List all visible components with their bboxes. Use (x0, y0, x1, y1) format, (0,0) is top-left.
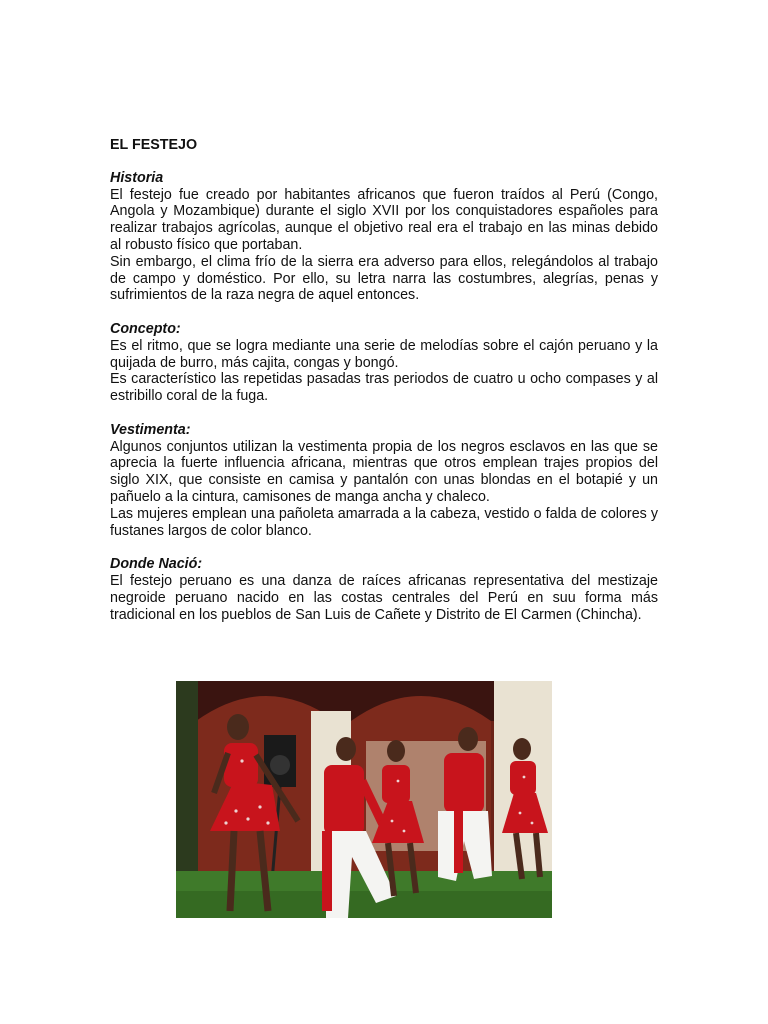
paragraph: Es característico las repetidas pasadas tras periodos de cuatro u ocho compases y al estribillo coral de la fuga. (110, 371, 658, 405)
document-title: EL FESTEJO (110, 137, 198, 153)
section-vestimenta (110, 422, 658, 540)
section-historia (110, 170, 658, 304)
section-concepto (110, 321, 658, 405)
section-heading: Donde Nació: (110, 556, 203, 573)
paragraph: El festejo peruano es una danza de raíces africanas representativa del mestizaje negroide peruano nacido en las costas centrales del Perú en suu forma más tradicional en los pueblos de San Luis de Cañete y Distrito de El Carmen (Chincha). (110, 572, 658, 623)
document-page (110, 137, 658, 640)
dancers-photo (176, 681, 552, 918)
section-heading: Vestimenta: (110, 421, 191, 438)
paragraph: El festejo fue creado por habitantes africanos que fueron traídos al Perú (Congo, Angola y Mozambique) durante el siglo XVII por los conquistadores españoles para realizar trabajos agrícolas, aunque el objetivo real era el trabajo en las minas debido al robusto físico que portaban. (110, 186, 658, 253)
paragraph: Sin embargo, el clima frío de la sierra era adverso para ellos, relegándolos al trabajo de campo y doméstico. Por ello, su letra narra las costumbres, alegrías, penas y sufrimientos de la raza negra de aquel entonces. (110, 253, 658, 304)
section-heading: Historia (110, 169, 164, 186)
section-donde-nacio (110, 556, 658, 623)
dancers-illustration (176, 681, 552, 918)
section-heading: Concepto: (110, 320, 181, 337)
paragraph: Algunos conjuntos utilizan la vestimenta propia de los negros esclavos en las que se aprecia la fuerte influencia africana, mientras que otros emplean trajes propios del siglo XIX, que consiste en camisa y pantalón con unas blondas en el botapié y un pañuelo a la cintura, camisones de manga ancha y chaleco. (110, 438, 658, 505)
paragraph: Las mujeres emplean una pañoleta amarrada a la cabeza, vestido o falda de colores y fustanes largos de color blanco. (110, 505, 658, 539)
paragraph: Es el ritmo, que se logra mediante una serie de melodías sobre el cajón peruano y la quijada de burro, más cajita, congas y bongó. (110, 337, 658, 371)
